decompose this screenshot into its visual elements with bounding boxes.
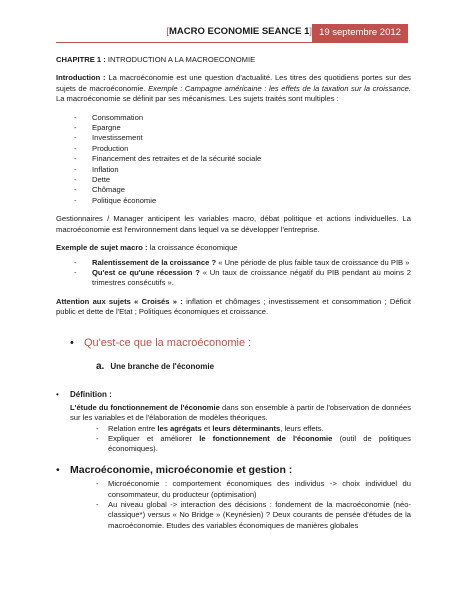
document-title: [MACRO ECONOMIE SEANCE 1]	[166, 26, 312, 37]
list-item: - Dette	[74, 175, 411, 185]
section-heading: • Macroéconomie, microéconomie et gestion :	[56, 465, 411, 475]
date-badge: 19 septembre 2012	[312, 24, 408, 42]
section-heading: • Qu'est-ce que la macroéconomie :	[70, 338, 411, 348]
macro-example-heading: Exemple de sujet macro : la croissance économique	[56, 243, 238, 253]
list-item: - Epargne	[74, 123, 411, 133]
list-item: - Ralentissement de la croissance ? « Une période de plus faible taux de croissance du PIB »	[74, 258, 411, 268]
list-item: - Chômage	[74, 185, 411, 195]
macro-example-list	[56, 258, 411, 289]
definition-paragraph: L'étude du fonctionnement de l'économie dans son ensemble à partir de l'observation de données sur les variables et de l'élaboration de modèles théoriques.	[70, 402, 411, 423]
list-item: - Microéconomie : comportement économiques des individus -> choix individuel du consommateur, du producteur (optimisation)	[96, 479, 411, 500]
list-item: - Investissement	[74, 133, 411, 143]
definition-list	[56, 424, 411, 455]
micro-macro-list	[56, 479, 411, 531]
list-item: - Consommation	[74, 113, 411, 123]
subjects-list	[56, 113, 411, 207]
header-rule	[56, 42, 408, 43]
list-item: - Au niveau global -> interaction des décisions : fondement de la macroéconomie (néo-classique*) versus « No Bridge » (Keynésien) ? Deux courants de pensée d'études de la macroéconomie. Etudes des variables économiques de manières globales	[96, 500, 411, 531]
list-item: - Expliquer et améliorer le fonctionnement de l'économie (outil de politiques économiques).	[96, 434, 411, 455]
list-item: - Relation entre les agrégats et leurs déterminants, leurs effets.	[96, 424, 411, 434]
intro-paragraph: Introduction : La macroéconomie est une question d'actualité. Les titres des quotidiens portes sur des sujets de macroéconomie. Exemple : Campagne américaine : les effets de la taxation sur la croissance. La macroéconomie se définit par ses mécanismes. Les sujets traités sont multiples :	[56, 73, 411, 104]
list-item: - Production	[74, 144, 411, 154]
subsection-heading: a. Une branche de l'économie	[96, 360, 215, 372]
definition-heading: • Définition :	[56, 390, 411, 400]
page-header	[0, 24, 474, 42]
chapter-heading: CHAPITRE 1 : INTRODUCTION A LA MACROECONOMIE	[56, 55, 256, 64]
attention-paragraph: Attention aux sujets « Croisés » : inflation et chômages ; investissement et consommation ; Déficit public et dette de l'Etat ; Politiques économiques et croissance.	[56, 296, 411, 317]
list-item: - Inflation	[74, 165, 411, 175]
managers-paragraph: Gestionnaires / Manager anticipent les variables macro, débat politique et actions individuelles. La macroéconomie est l'environnement dans lequel va se développer l'entreprise.	[56, 214, 411, 234]
list-item: - Qu'est ce qu'une récession ? « Un taux de croissance négatif du PIB pendant au moins 2 trimestres consécutifs ».	[74, 268, 411, 289]
list-item: - Politique économie	[74, 196, 411, 206]
document-body	[56, 55, 411, 541]
list-item: - Financement des retraites et de la sécurité sociale	[74, 154, 411, 164]
